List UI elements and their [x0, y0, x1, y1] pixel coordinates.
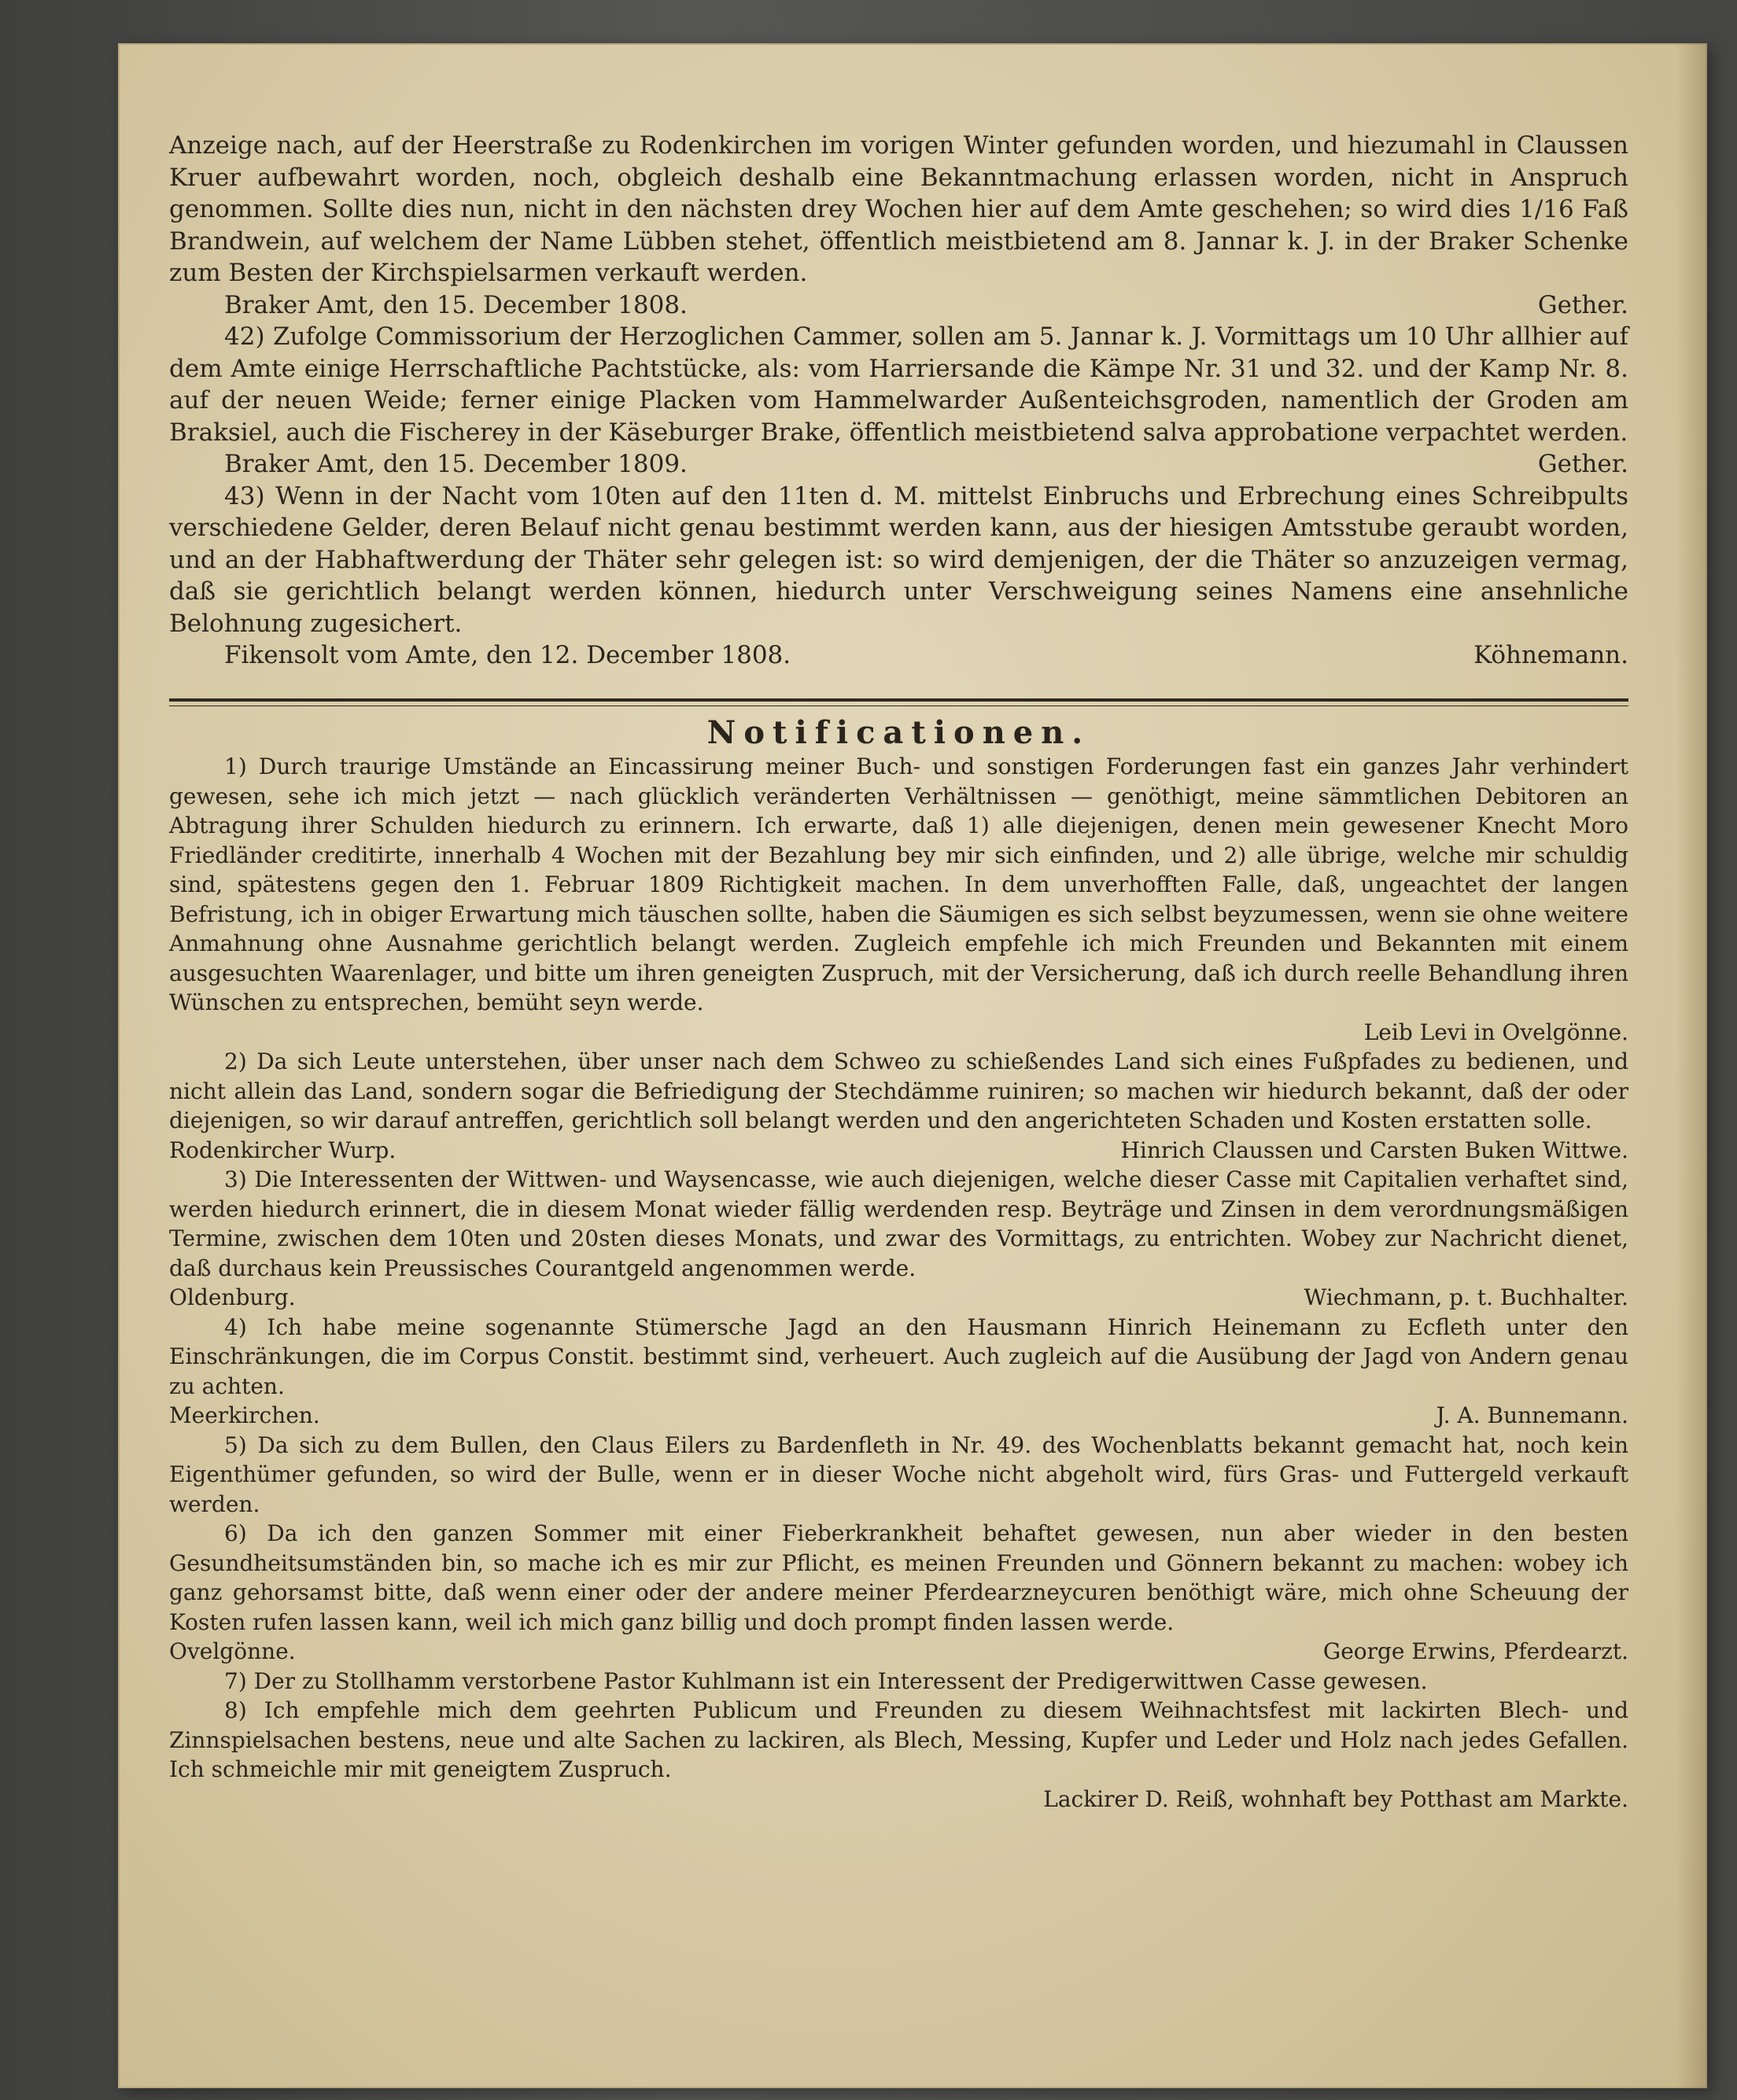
notification-6-place: Ovelgönne.: [169, 1638, 296, 1664]
notification-1: 1) Durch traurige Umstände an Eincassirung meiner Buch- und sonstigen Forderungen fast ein ganzes Jahr verhindert gewesen, sehe ich mich jetzt — nach glücklich veränderten Verhältnissen — genöthigt, meine sämmtlichen Debitoren an Abtragung ihrer Schulden hiedurch zu erinnern. Ich erwarte, daß 1) alle diejenigen, denen mein gewesener Knecht Moro Friedländer creditirte, innerhalb 4 Wochen mit der Bezahlung bey mir sich einfinden, und 2) alle übrige, welche mir schuldig sind, spätestens gegen den 1. Februar 1809 Richtigkeit machen. In dem unverhofften Falle, daß, ungeachtet der langen Befristung, ich in obiger Erwartung mich täuschen sollte, haben die Säumigen es sich selbst beyzumessen, wenn sie ohne weitere Anmahnung ohne Ausnahme gerichtlich belangt werden. Zugleich empfehle ich mich Freunden und Bekannten mit einem ausgesuchten Waarenlager, und bitte um ihren geneigten Zuspruch, mit der Versicherung, daß ich durch reelle Behandlung ihren Wünschen zu entsprechen, bemüht seyn werde.: [169, 753, 1628, 1015]
notice-43-place-date: Fikensolt vom Amte, den 12. December 1808.: [224, 641, 791, 669]
notification-4-signature: [169, 1401, 1628, 1431]
notification-3-signature: [169, 1283, 1628, 1313]
notification-8: 8) Ich empfehle mich dem geehrten Publicum und Freunden zu diesem Weihnachtsfest mit lackirten Blech- und Zinnspielsachen bestens, neue und alte Sachen zu lackiren, als Blech, Messing, Kupfer und Leder und Holz nach jedes Gefallen. Ich schmeichle mir mit geneigtem Zuspruch.: [169, 1697, 1628, 1782]
notifications-section: [169, 752, 1628, 1814]
notice-43-signature: [169, 639, 1628, 672]
notice-43: 43) Wenn in der Nacht vom 10ten auf den 11ten d. M. mittelst Einbruchs und Erbrechung eines Schreibpults verschiedene Gelder, deren Belauf nicht genau bestimmt werden kann, aus der hiesigen Amtsstube geraubt worden, und an der Habhaftwerdung der Thäter sehr gelegen ist: so wird demjenigen, der die Thäter so anzuzeigen vermag, daß sie gerichtlich belangt werden können, hiedurch unter Verschweigung seines Namens eine ansehnliche Belohnung zugesichert.: [169, 481, 1628, 638]
notification-4-place: Meerkirchen.: [169, 1402, 320, 1428]
notification-6-signer: George Erwins, Pferdearzt.: [1322, 1638, 1628, 1664]
notification-7: 7) Der zu Stollhamm verstorbene Pastor Kuhlmann ist ein Interessent der Predigerwittwen Casse gewesen.: [224, 1667, 1428, 1694]
notification-2: 2) Da sich Leute unterstehen, über unser nach dem Schweo zu schießendes Land sich eines Fußpfades zu bedienen, und nicht allein das Land, sondern sogar die Befriedigung der Stechdämme ruiniren; so machen wir hiedurch bekannt, daß der oder diejenigen, so wir darauf antreffen, gerichtlich soll belangt werden und den angerichteten Schaden und Kosten erstatten solle.: [169, 1048, 1628, 1133]
notice-43-signer: Köhnemann.: [1473, 641, 1628, 669]
notification-3-place: Oldenburg.: [169, 1284, 296, 1310]
notification-2-signer: Hinrich Claussen und Carsten Buken Wittwe.: [1120, 1137, 1628, 1163]
notice-42-signature: [169, 448, 1628, 481]
notice-41-signer: Gether.: [1537, 290, 1628, 319]
notice-42-place-date: Braker Amt, den 15. December 1809.: [224, 450, 688, 478]
notification-2-signature: [169, 1136, 1628, 1166]
notifications-title: Notificationen.: [706, 713, 1091, 751]
page-content: [169, 130, 1628, 1814]
notice-42: 42) Zufolge Commissorium der Herzoglichen Cammer, sollen am 5. Jannar k. J. Vormittags um 10 Uhr allhier auf dem Amte einige Herrschaftliche Pachtstücke, als: vom Harriersande die Kämpe Nr. 31 und 32. und der Kamp Nr. 8. auf der neuen Weide; ferner einige Placken vom Hammelwarder Außenteichsgroden, namentlich der Groden am Braksiel, auch die Fischerey in der Käseburger Brake, öffentlich meistbietend salva approbatione verpachtet werden.: [169, 322, 1628, 447]
binding-edge: [1676, 43, 1707, 2088]
notification-2-place: Rodenkircher Wurp.: [169, 1137, 396, 1163]
notification-6-signature: [169, 1637, 1628, 1667]
notice-41-tail: Anzeige nach, auf der Heerstraße zu Rodenkirchen im vorigen Winter gefunden worden, und hiezumahl in Claussen Kruer aufbewahrt worden, noch, obgleich deshalb eine Bekanntmachung erlassen worden, nicht in Anspruch genommen. Sollte dies nun, nicht in den nächsten drey Wochen hier auf dem Amte geschehen; so wird dies 1/16 Faß Brandwein, auf welchem der Name Lübben stehet, öffentlich meistbietend am 8. Jannar k. J. in der Braker Schenke zum Besten der Kirchspielsarmen verkauft werden.: [169, 131, 1628, 287]
notice-41-place-date: Braker Amt, den 15. December 1808.: [224, 290, 688, 319]
notification-4-signer: J. A. Bunnemann.: [1436, 1402, 1628, 1428]
notification-1-signer: Leib Levi in Ovelgönne.: [1363, 1019, 1628, 1045]
notification-8-signer: Lackirer D. Reiß, wohnhaft bey Potthast am Markte.: [1043, 1785, 1628, 1812]
section-divider: [169, 698, 1628, 706]
notification-4: 4) Ich habe meine sogenannte Stümersche Jagd an den Hausmann Hinrich Heinemann zu Ecfleth unter den Einschränkungen, die im Corpus Constit. bestimmt sind, verheuert. Auch zugleich auf die Ausübung der Jagd von Andern genau zu achten.: [169, 1313, 1628, 1399]
notification-5: 5) Da sich zu dem Bullen, den Claus Eilers zu Bardenfleth in Nr. 49. des Wochenblatts bekannt gemacht hat, noch kein Eigenthümer gefunden, so wird der Bulle, wenn er in dieser Woche nicht abgeholt wird, fürs Gras- und Futtergeld verkauft werden.: [169, 1431, 1628, 1517]
notification-3-signer: Wiechmann, p. t. Buchhalter.: [1304, 1284, 1628, 1310]
notice-41-signature: [169, 289, 1628, 322]
notification-6: 6) Da ich den ganzen Sommer mit einer Fieberkrankheit behaftet gewesen, nun aber wieder in den besten Gesundheitsumständen bin, so mache ich es mir zur Pflicht, es meinen Freunden und Gönnern bekannt zu machen: wobey ich ganz gehorsamst bitte, daß wenn einer oder der andere meiner Pferdearzneycuren benöthigt wäre, mich ohne Scheuung der Kosten rufen lassen kann, weil ich mich ganz billig und doch prompt finden lassen werde.: [169, 1520, 1628, 1635]
notification-3: 3) Die Interessenten der Wittwen- und Waysencasse, wie auch diejenigen, welche dieser Casse mit Capitalien verhaftet sind, werden hiedurch erinnert, die in diesem Monat wieder fällig werdenden resp. Beyträge und Zinsen in dem verordnungsmäßigen Termine, zwischen dem 10ten und 20sten dieses Monats, und zwar des Vormittags, zu entrichten. Wobey zur Nachricht dienet, daß durchaus kein Preussisches Courantgeld angenommen werde.: [169, 1166, 1628, 1281]
notice-42-signer: Gether.: [1537, 450, 1628, 478]
